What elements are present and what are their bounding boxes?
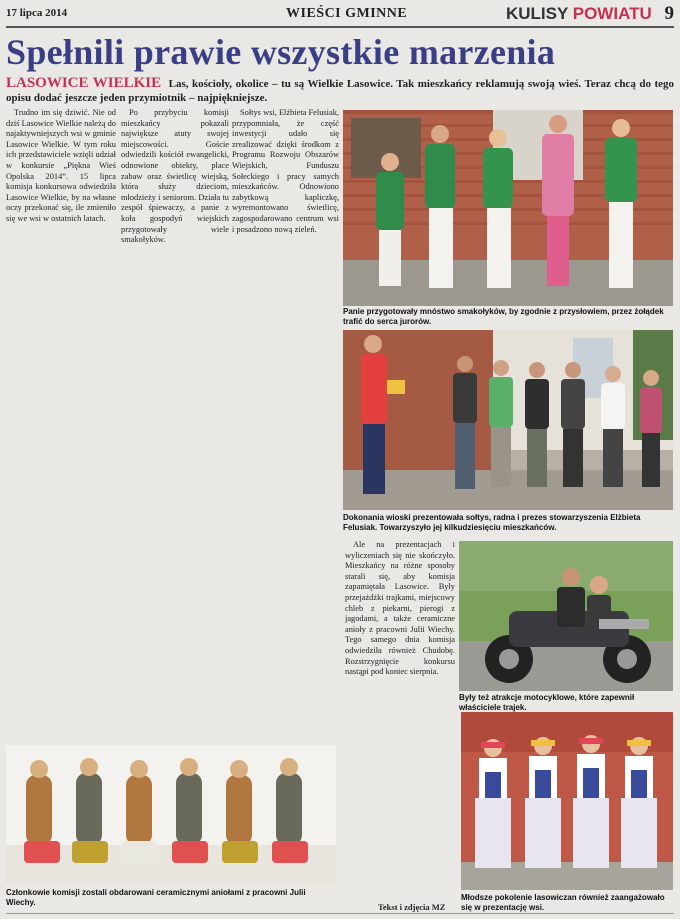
photo-4-caption: Członkowie komisji zostali obdarowani ceramicznymi aniołami z pracowni Julii Wiechy. [6,888,306,907]
photo-trike [459,541,673,691]
brand-kulisy: KULISY [505,4,569,23]
article-byline: Tekst i zdjęcia MZ [378,902,446,912]
text-column-2 [121,108,229,742]
photo-village-presentation [343,330,673,510]
photo-1-caption: Panie przygotowały mnóstwo smakołyków, by zgodnie z przysłowiem, przez żołądek trafić do serca jurorów. [343,307,664,326]
page-number: 9 [664,3,674,24]
header-rule [6,26,674,28]
text-column-4 [345,540,455,910]
page-header [6,5,674,27]
section-title: WIEŚCI GMINNE [286,6,408,21]
text-column-3 [232,108,339,742]
photo-4-image [6,745,336,885]
photo-ceramic-angels [6,745,336,885]
photo-folk-costumes [461,712,673,890]
page-bottom-rule [6,913,674,914]
photo-5-image [461,712,673,890]
column-4-text: Ale na prezentacjach i wyliczeniach się nie skończyło. Mieszkańcy na różne sposoby starali się, aby komisja zapamiętała Lasowice. Były przejażdżki trajkami, miejscowy chleb z piekarni, pierogi z jagodami, a także ceramiczne anioły z pracowni Julii Wiechy. Tego samego dnia komisja odwiedziła również Chudobę. Rozstrzygnięcie konkursu nastąpi pod koniec sierpnia. [345,540,455,677]
photo-2-caption: Dokonania wioski prezentowała sołtys, radna i prezes stowarzyszenia Elżbieta Felusiak. Towarzyszyło jej kilkudziesięciu mieszkańców. [343,513,641,532]
photo-2-image [343,330,673,510]
issue-date: 17 lipca 2014 [6,7,68,19]
article-title: Spełnili prawie wszystkie marzenia [6,32,556,72]
photo-1-image [343,110,673,306]
column-1-text: Trudno im się dziwić. Nie od dziś Lasowice Wielkie należą do najaktywniejszych wsi w gminie Lasowice Wielkie. W tym roku ich przedstawiciele wzięli udział w konkursie „Piękna Wieś Opolska 2014”. 15 lipca komisja konkursowa odwiedziła Lasowice Wielkie, by na własne oczy przekonać się, ile zmieniło się we wsi w ostatnich latach. [6,108,116,223]
brand-and-page [506,3,674,25]
column-2-text: Po przybyciu komisji mieszkańcy pokazali największe atuty swojej miejscowości. Goście odwiedzili kościół ewangelicki, odnowione obiekty, place zabaw oraz świetlicę wiejską, która służy dzieciom, młodzieży i seniorom. Działa tu zespół śpiewaczy, a panie z koła gospodyń wiejskich przygotowały wiele smakołyków. [121,108,229,245]
photo-3-image [459,541,673,691]
photo-3-caption: Były też atrakcje motocyklowe, które zapewnił właściciele trajek. [459,693,635,712]
lead-text: Las, kościoły, okolice – tu są Wielkie Lasowice. Tak mieszkańcy reklamują swoją wieś. Teraz chcą do tego opisu dodać jeszcze jeden przymiotnik – najpiękniejsze. [6,78,675,104]
brand-powiatu: POWIATU [572,4,652,23]
column-3-text: Sołtys wsi, Elżbieta Felusiak, przypomniała, że część inwestycji udało się zrealizować dzięki środkom z Programu Rozwoju Obszarów Wiejskich, Funduszu Sołeckiego i pracy samych mieszkańców. Odnowiono zabytkową kapliczkę, wyremontowano świetlicę, zagospodarowano centrum wsi i posadzono nową zieleń. [232,108,339,234]
text-column-1 [6,108,116,742]
article-lead [6,76,674,105]
photo-5-caption: Młodsze pokolenie lasowiczan również zaangażowało się w prezentację wsi. [461,893,665,912]
photo-women-brick-wall [343,110,673,306]
location-label: LASOWICE WIELKIE [6,75,162,91]
